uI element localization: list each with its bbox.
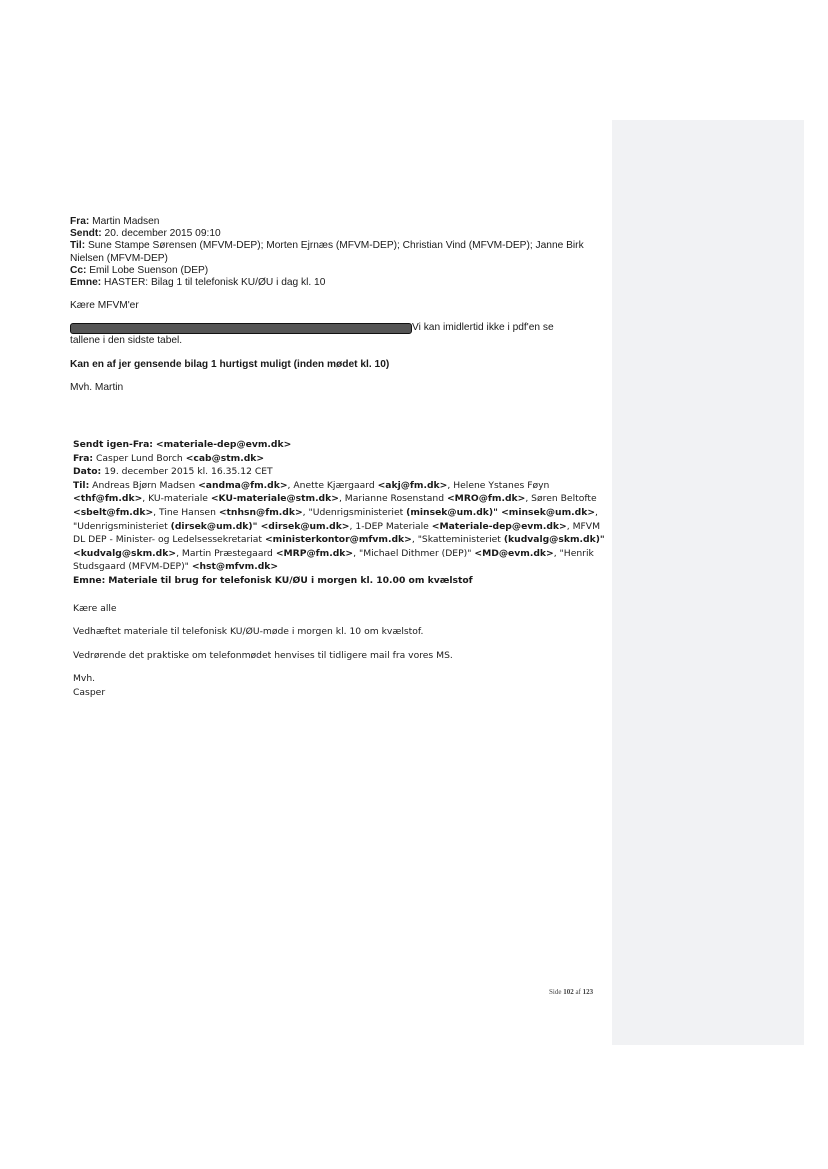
cc-line: Cc: Emil Lobe Suenson (DEP) — [70, 264, 209, 276]
scan-shading — [612, 120, 804, 1045]
recipient-email: <andma@fm.dk> — [198, 479, 288, 491]
recipient-email: <KU-materiale@stm.dk> — [210, 493, 339, 505]
from-line: Fra: Casper Lund Borch <cab@stm.dk> — [73, 452, 265, 464]
recipient-email: <MRP@fm.dk> — [275, 547, 354, 559]
redacted-line — [70, 323, 610, 335]
subject-line: Emne: Materiale til brug for telefonisk KU/ØU i morgen kl. 10.00 om kvælstof — [73, 574, 473, 586]
subject-line: Emne: HASTER: Bilag 1 til telefonisk KU/ØU i dag kl. 10 — [70, 277, 326, 289]
body-paragraph: Vedrørende det praktiske om telefonmødet henvises til tidligere mail fra vores MS. — [73, 649, 453, 661]
recipient-name: , "Skatteministeriet — [411, 534, 504, 546]
signoff: Mvh. Martin — [70, 381, 124, 393]
recipient-email: <tnhsn@fm.dk> — [218, 506, 303, 518]
recipient-name: , "Udenrigsministeriet — [302, 506, 407, 518]
recipient-name: , Marianne Rosenstand — [338, 493, 447, 505]
from-line: Fra: Martin Madsen — [70, 216, 160, 227]
recipient-name: , "Henrik Studsgaard (MFVM-DEP)" — [73, 547, 594, 573]
recipient-list — [73, 480, 605, 573]
recipient-email: <akj@fm.dk> — [377, 479, 448, 491]
recipient-email: <MD@evm.dk> — [474, 547, 554, 559]
recipient-email: <sbelt@fm.dk> — [73, 506, 154, 518]
recipient-email: <MRO@fm.dk> — [446, 493, 526, 505]
redaction-bar — [70, 323, 412, 334]
recipient-name: , "Michael Dithmer (DEP)" — [353, 547, 475, 559]
request-line: Kan en af jer gensende bilag 1 hurtigst muligt (inden mødet kl. 10) — [70, 358, 390, 370]
body-line: tallene i den sidste tabel. — [70, 335, 183, 347]
page-number: Side 102 af 123 — [549, 988, 594, 996]
to-line: Til: Sune Stampe Sørensen (MFVM-DEP); Morten Ejrnæs (MFVM-DEP); Christian Vind (MFVM-DEP); Janne Birk Nielsen (MFVM-DEP) — [70, 240, 584, 264]
recipient-email: <thf@fm.dk> — [73, 493, 143, 505]
recipient-name: , MFVM DL DEP - Minister- og Ledelsessekretariat — [73, 520, 601, 546]
sent-line: Sendt: 20. december 2015 09:10 — [70, 228, 221, 240]
recipient-email: (dirsek@um.dk)" <dirsek@um.dk> — [170, 520, 350, 532]
email-forward — [70, 216, 610, 394]
recipient-name: , KU-materiale — [142, 493, 211, 505]
recipient-email: <ministerkontor@mfvm.dk> — [264, 534, 412, 546]
recipient-email: (minsek@um.dk)" <minsek@um.dk> — [406, 506, 596, 518]
recipient-name: Andreas Bjørn Madsen — [92, 479, 199, 491]
recipient-name: , Martin Præstegaard — [176, 547, 276, 559]
recipient-name: , Anette Kjærgaard — [287, 479, 378, 491]
signoff: Mvh. — [73, 673, 96, 685]
recipient-name: , "Udenrigsministeriet — [73, 506, 598, 532]
signature-name: Casper — [73, 686, 106, 698]
recipient-name: , 1-DEP Materiale — [349, 520, 432, 532]
greeting: Kære alle — [73, 602, 117, 614]
redacted-tail-text: Vi kan imidlertid ikke i pdf'en se — [412, 322, 554, 334]
date-line: Dato: 19. december 2015 kl. 16.35.12 CET — [73, 466, 273, 478]
recipient-name: , Helene Ystanes Føyn — [447, 479, 550, 491]
recipient-email: <hst@mfvm.dk> — [191, 561, 279, 573]
recipient-name: , Tine Hansen — [153, 506, 219, 518]
recipient-email: <Materiale-dep@evm.dk> — [431, 520, 567, 532]
to-block: Til: Andreas Bjørn Madsen <andma@fm.dk>, Anette Kjærgaard <akj@fm.dk>, Helene Ystanes Føyn <thf@fm.dk>, KU-materiale <KU-materiale@stm.dk>, Marianne Rosenstand <MRO@fm.dk>, Søren Beltofte <sbelt@fm.dk>, Tine Hansen <tnhsn@fm.dk>, "Udenrigsministeriet (minsek@um.dk)" <minsek@um.dk>, "Udenrigsministeriet (dirsek@um.dk)" <dirsek@um.dk>, 1-DEP Materiale <Materiale-dep@evm.dk>, MFVM DL DEP - Minister- og Ledelsessekretariat <ministerkontor@mfvm.dk>, "Skatteministeriet (kudvalg@skm.dk)" <kudvalg@skm.dk>, Martin Præstegaard <MRP@fm.dk>, "Michael Dithmer (DEP)" <MD@evm.dk>, "Henrik Studsgaard (MFVM-DEP)" <hst@mfvm.dk> — [73, 479, 605, 573]
resent-line: Sendt igen-Fra: <materiale-dep@evm.dk> — [73, 439, 292, 450]
email-original — [73, 438, 608, 700]
recipient-name: , Søren Beltofte — [525, 493, 597, 505]
greeting: Kære MFVM'er — [70, 300, 139, 312]
recipient-email: (kudvalg@skm.dk)" <kudvalg@skm.dk> — [73, 534, 605, 559]
body-paragraph: Vedhæftet materiale til telefonisk KU/ØU-møde i morgen kl. 10 om kvælstof. — [73, 626, 424, 638]
